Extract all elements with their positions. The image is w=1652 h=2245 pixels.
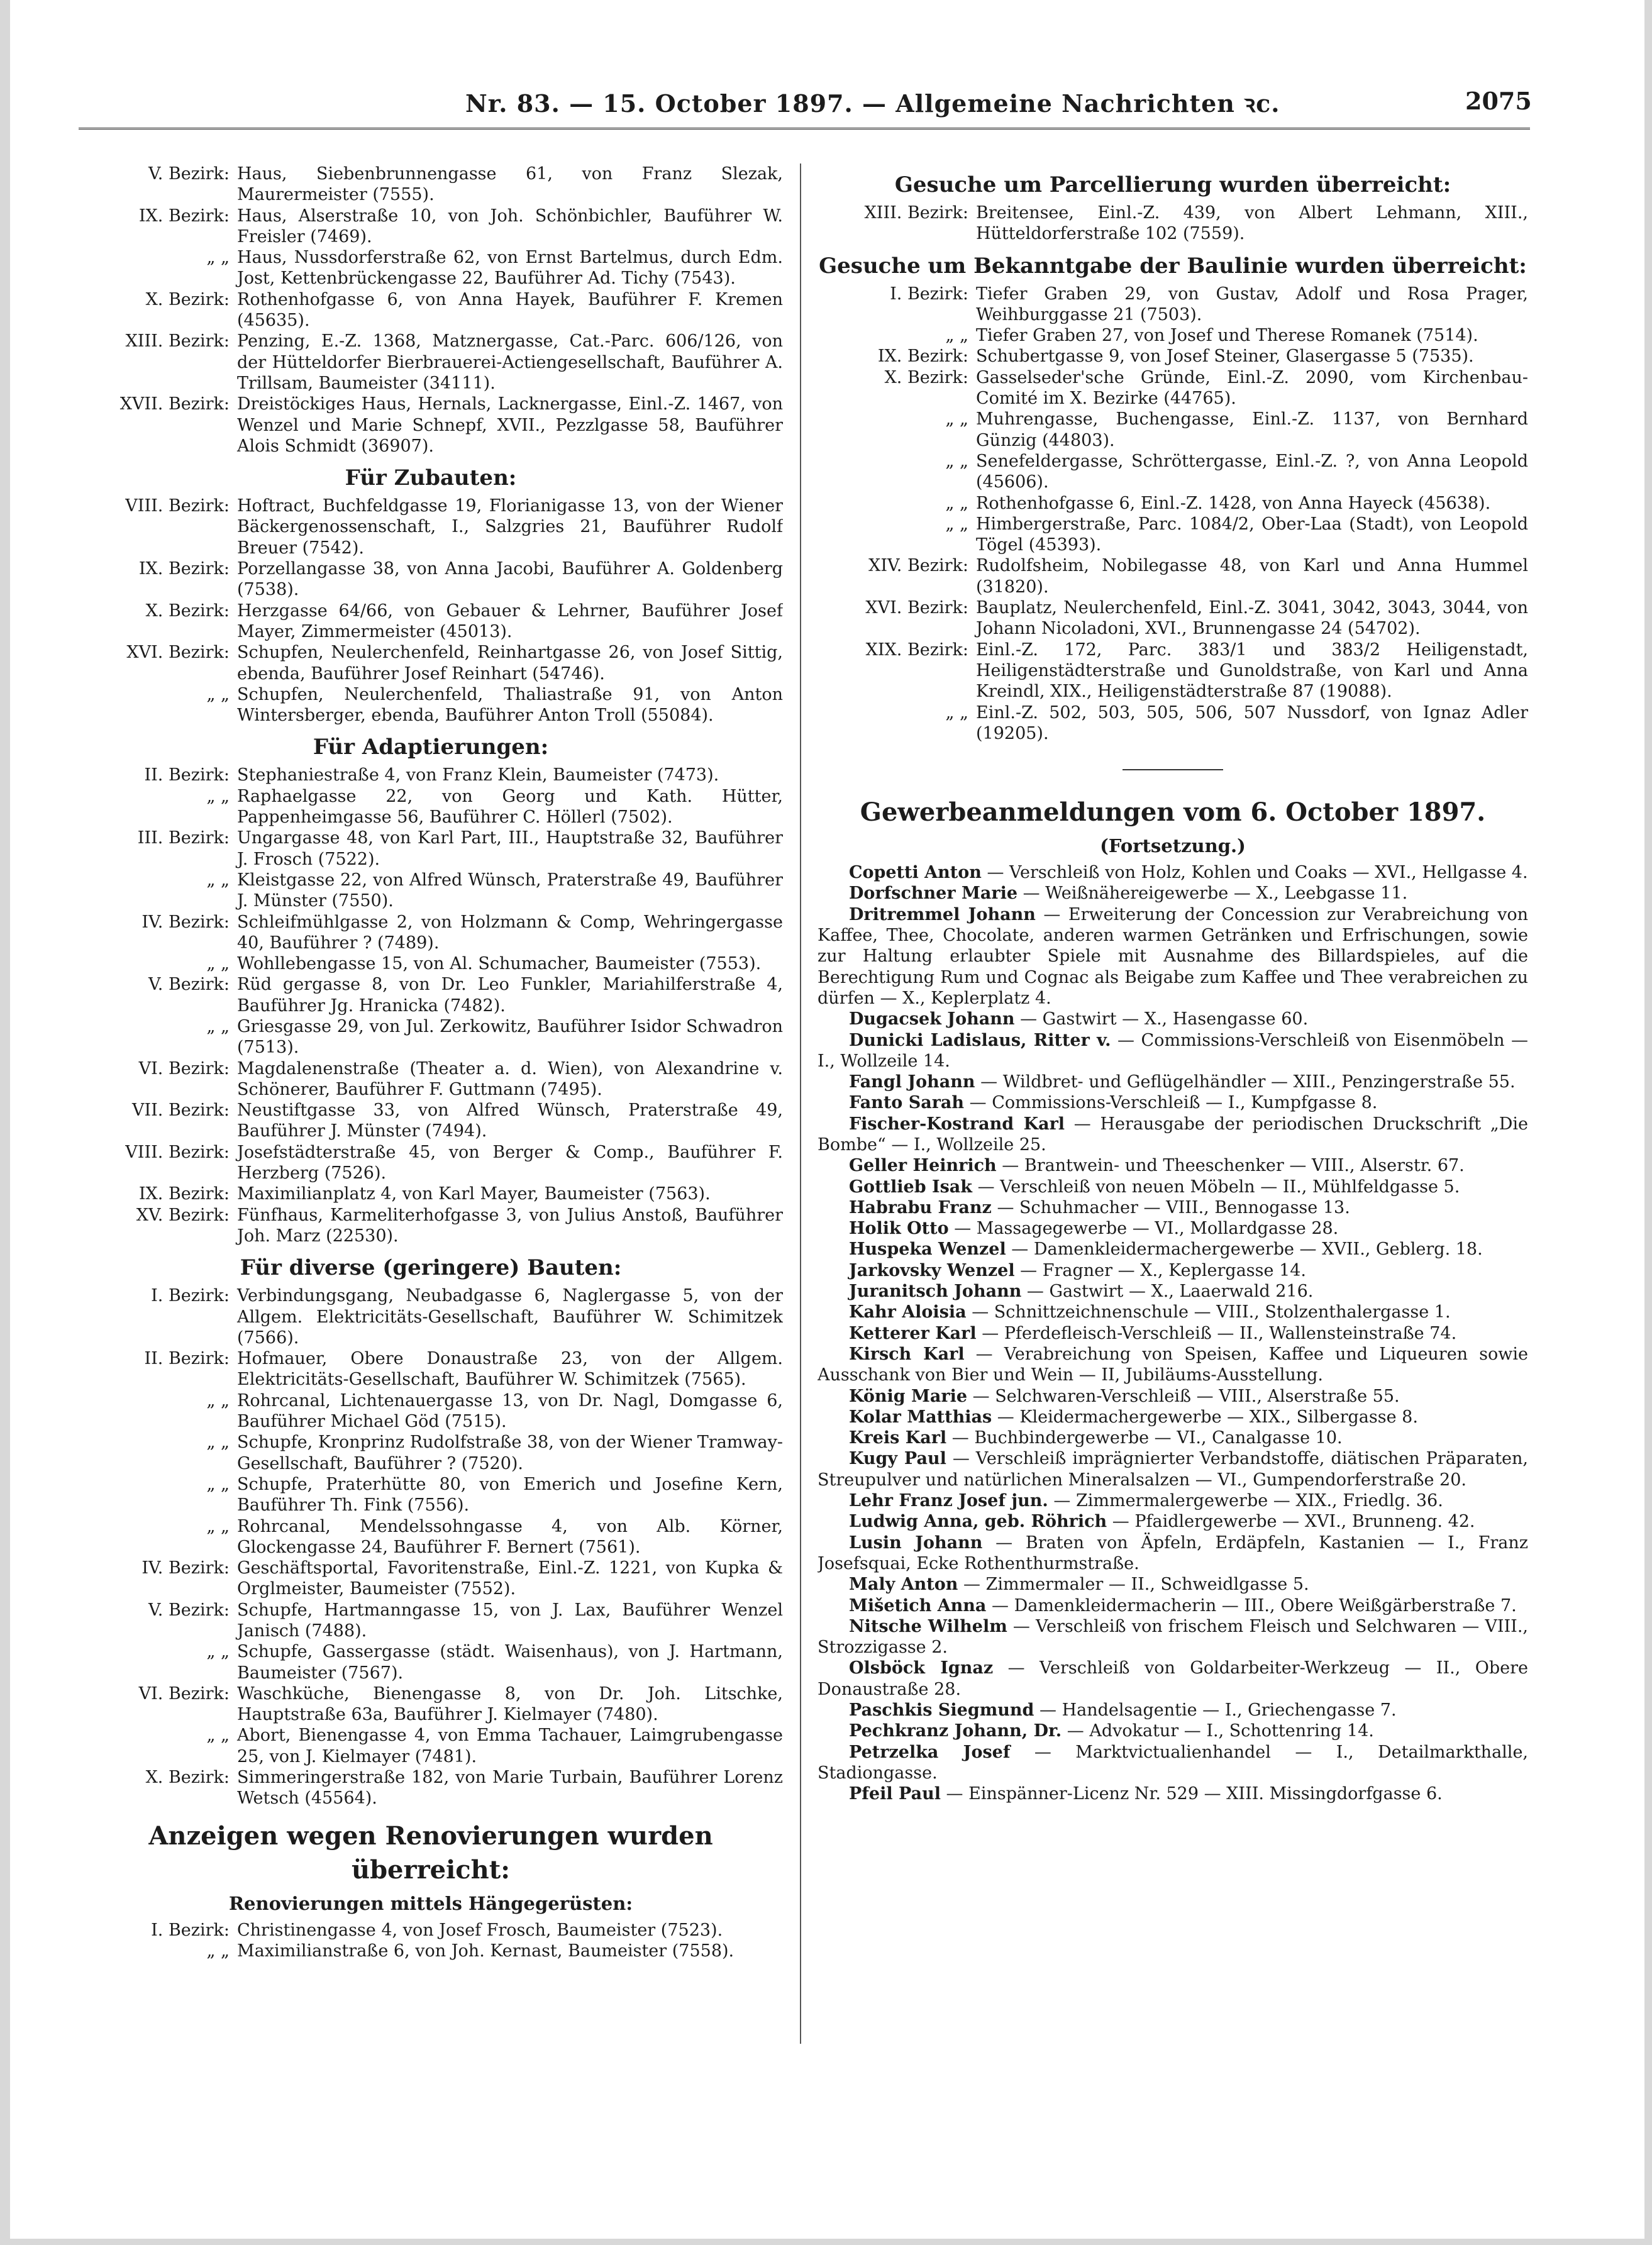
entry-text: — Pfaidlergewerbe — XVI., Brunneng. 42. [1107, 1512, 1475, 1532]
list-item [79, 558, 783, 601]
district-label: V. Bezirk: [148, 1600, 230, 1620]
entry-text: Muhrengasse, Buchengasse, Einl.-Z. 1137, von Bernhard Günzig (44803). [976, 409, 1528, 450]
entry-text: Neustiftgasse 33, von Alfred Wünsch, Praterstraße 49, Bauführer J. Münster (7494). [237, 1100, 783, 1141]
entry-text: — Zimmermalergewerbe — XIX., Friedlg. 36. [1048, 1491, 1443, 1511]
list-item [818, 284, 1528, 326]
section-subtitle: (Fortsetzung.) [1100, 835, 1246, 857]
list-item [818, 325, 1528, 346]
entry-text: — Zimmermaler — II., Schweidlgasse 5. [958, 1575, 1309, 1595]
entry-text: Rüd gergasse 8, von Dr. Leo Funkler, Mariahilferstraße 4, Bauführer Jg. Hranicka (7482). [237, 975, 783, 1016]
entry-text: — Braten von Äpfeln, Erdäpfeln, Kastanien — I., Franz Josefsquai, Ecke Rothenthurmstraße. [818, 1533, 1528, 1573]
entry-name: Olsböck Ignaz [849, 1658, 994, 1678]
entry-name: Gottlieb Isak [849, 1177, 973, 1197]
list-item [818, 1155, 1528, 1176]
entry-text: — Kleidermachergewerbe — XIX., Silbergasse 8. [992, 1407, 1418, 1427]
section-title: Für Zubauten: [345, 465, 517, 491]
list-item [79, 331, 783, 394]
entry-text: Maximilianplatz 4, von Karl Mayer, Baumeister (7563). [237, 1184, 711, 1204]
entry-name: Kahr Aloisia [849, 1302, 967, 1322]
entry-name: Nitsche Wilhelm [849, 1616, 1007, 1636]
district-label: VII. Bezirk: [131, 1100, 230, 1121]
entry-text: Maximilianstraße 6, von Joh. Kernast, Baumeister (7558). [237, 1941, 735, 1961]
entry-text: — Verschleiß von neuen Möbeln — II., Mühlfeldgasse 5. [972, 1177, 1460, 1197]
district-label: IV. Bezirk: [141, 912, 230, 932]
entry-text: Dreistöckiges Haus, Hernals, Lacknergasse, Einl.-Z. 1467, von Wenzel und Marie Schnepf, XVII., Pezzlgasse 58, Bauführer Alois Schmidt (36907). [237, 394, 783, 456]
list-item [79, 1516, 783, 1558]
list-item [818, 1448, 1528, 1490]
entry-name: Kolar Matthias [849, 1407, 992, 1427]
district-label: XVI. Bezirk: [865, 598, 968, 618]
entry-text: Fünfhaus, Karmeliterhofgasse 3, von Julius Anstoß, Bauführer Joh. Marz (22530). [237, 1205, 783, 1246]
entry-text: — Erweiterung der Concession zur Verabreichung von Kaffee, Thee, Chocolate, anderen warmen Getränken und Erfrischungen, sowie zur Haltung erlaubter Spiele mit Ausnahme des Billardspieles, auf die Berechtigung Rum und Cognac als Beigabe zum Kaffee und Thee verabreichen zu dürfen — X., Keplerplatz 4. [818, 904, 1528, 1008]
list-item [79, 765, 783, 785]
list-item [818, 555, 1528, 597]
list-item [79, 1100, 783, 1142]
entry-text: — Verschleiß von Goldarbeiter-Werkzeug — II., Obere Donaustraße 28. [818, 1658, 1528, 1699]
district-label: „ „ [206, 1016, 230, 1036]
right-column [818, 164, 1528, 2094]
list-item [79, 684, 783, 726]
section [818, 252, 1528, 745]
list-item [79, 1941, 783, 1961]
entry-name: Fangl Johann [849, 1072, 975, 1092]
district-label: „ „ [206, 1390, 230, 1411]
list-item [79, 1142, 783, 1184]
district-label: „ „ [945, 451, 968, 471]
entry-text: Hoftract, Buchfeldgasse 19, Florianigasse 13, von der Wiener Bäckergenossenschaft, I., Salzgries 21, Bauführer Rudolf Breuer (7542). [237, 496, 783, 558]
list-item [79, 1390, 783, 1433]
district-label: IX. Bezirk: [138, 559, 230, 579]
entry-text: — Damenkleidermacherin — III., Obere Weißgärberstraße 7. [986, 1595, 1517, 1616]
district-label: „ „ [945, 702, 968, 723]
list-item [818, 1742, 1528, 1784]
entry-text: Himbergerstraße, Parc. 1084/2, Ober-Laa (Stadt), von Leopold Tögel (45393). [976, 514, 1528, 555]
entry-text: Schupfen, Neulerchenfeld, Thaliastraße 91, von Anton Wintersberger, ebenda, Bauführer Anton Troll (55084). [237, 684, 783, 726]
list-item [818, 1407, 1528, 1427]
section-title: Gesuche um Bekanntgabe der Baulinie wurden überreicht: [819, 253, 1527, 279]
list-item [79, 912, 783, 954]
entry-text: Geschäftsportal, Favoritenstraße, Einl.-Z. 1221, von Kupka & Orglmeister, Baumeister (7552). [237, 1558, 783, 1599]
list-item [79, 1183, 783, 1204]
entry-text: Magdalenenstraße (Theater a. d. Wien), von Alexandrine v. Schönerer, Bauführer F. Guttmann (7495). [237, 1058, 783, 1099]
entry-text: Tiefer Graben 27, von Josef und Therese Romanek (7514). [976, 326, 1478, 346]
list-item [818, 451, 1528, 493]
entry-name: Kirsch Karl [849, 1344, 965, 1364]
entry-text: Raphaelgasse 22, von Georg und Kath. Hütter, Pappenheimgasse 56, Bauführer C. Höllerl (7502). [237, 786, 783, 828]
district-label: X. Bezirk: [145, 601, 230, 621]
list-item [79, 1600, 783, 1642]
list-item [818, 883, 1528, 904]
entry-name: Huspeka Wenzel [849, 1239, 1006, 1260]
entry-text: Schupfe, Praterhütte 80, von Emerich und Josefine Kern, Bauführer Th. Fink (7556). [237, 1474, 783, 1516]
list-item [79, 953, 783, 974]
entry-text: Waschküche, Bienengasse 8, von Dr. Joh. Litschke, Hauptstraße 63a, Bauführer J. Kielmayer (7480). [237, 1683, 783, 1725]
entry-text: — Damenkleidermachergewerbe — XVII., Geblerg. 18. [1006, 1239, 1483, 1260]
entry-name: Paschkis Siegmund [849, 1700, 1034, 1720]
district-label: I. Bezirk: [890, 284, 968, 304]
district-label: XV. Bezirk: [136, 1205, 230, 1225]
list-item [79, 164, 783, 206]
entry-text: Schupfen, Neulerchenfeld, Reinhartgasse 26, von Josef Sittig, ebenda, Bauführer Josef Reinhart (54746). [237, 643, 783, 684]
entry-name: Maly Anton [849, 1575, 958, 1595]
header-title: Nr. 83. — 15. October 1897. — Allgemeine Nachrichten ꝛc. [465, 89, 1280, 118]
list-item [818, 702, 1528, 745]
header-rule [79, 128, 1530, 130]
district-label: X. Bezirk: [145, 1768, 230, 1788]
list-item [818, 1114, 1528, 1156]
entry-text: Schupfe, Gassergasse (städt. Waisenhaus), von J. Hartmann, Baumeister (7567). [237, 1642, 783, 1683]
section-title: Gesuche um Parcellierung wurden überreicht: [894, 172, 1451, 197]
district-label: „ „ [945, 326, 968, 346]
entry-text: Abort, Bienengasse 4, von Emma Tachauer, Laimgrubengasse 25, von J. Kielmayer (7481). [237, 1726, 783, 1766]
list-item [818, 493, 1528, 514]
entry-text: Rohrcanal, Lichtenauergasse 13, von Dr. Nagl, Domgasse 6, Bauführer Michael Göd (7515). [237, 1390, 783, 1432]
entry-text: — Gastwirt — X., Hasengasse 60. [1014, 1009, 1309, 1029]
entry-name: Ketterer Karl [849, 1323, 977, 1343]
list-item [79, 1683, 783, 1726]
district-label: „ „ [206, 954, 230, 974]
district-label: XVI. Bezirk: [126, 643, 230, 663]
entry-text: — Verschleiß imprägnierter Verbandstoffe, diätischen Präparaten, Streupulver und natürlichen Mineralsalzen — VI., Gumpendorferstraße 20. [818, 1449, 1528, 1490]
district-label: IX. Bezirk: [138, 1184, 230, 1204]
list-item [818, 1783, 1528, 1804]
list-item [79, 1432, 783, 1474]
column-divider [800, 164, 801, 2044]
entry-name: Holik Otto [849, 1219, 949, 1239]
entry-text: — Brantwein- und Theeschenker — VIII., Alserstr. 67. [996, 1156, 1465, 1176]
entry-text: Wohllebengasse 15, von Al. Schumacher, Baumeister (7553). [237, 954, 762, 974]
list-item [79, 496, 783, 558]
section-title: Gewerbeanmeldungen vom 6. October 1897. [860, 797, 1486, 828]
list-item [818, 1260, 1528, 1281]
entry-name: Petrzelka Josef [849, 1742, 1011, 1762]
entry-text: — Einspänner-Licenz Nr. 529 — XIII. Missingdorfgasse 6. [940, 1784, 1443, 1804]
district-label: VI. Bezirk: [138, 1683, 230, 1704]
list-item [818, 640, 1528, 702]
entry-text: — Weißnähereigewerbe — X., Leebgasse 11. [1017, 884, 1408, 904]
list-item [79, 601, 783, 643]
district-label: „ „ [206, 786, 230, 806]
entry-text: Schupfe, Kronprinz Rudolfstraße 38, von der Wiener Tramway-Gesellschaft, Bauführer ? (7520). [237, 1433, 783, 1473]
entry-text: Schupfe, Hartmanngasse 15, von J. Lax, Bauführer Wenzel Janisch (7488). [237, 1600, 783, 1641]
entry-text: — Fragner — X., Keplergasse 14. [1014, 1260, 1307, 1280]
list-item [79, 289, 783, 331]
district-label: III. Bezirk: [137, 828, 230, 848]
section [79, 1254, 783, 1809]
entry-text: — Verschleiß von frischem Fleisch und Selchwaren — VIII., Strozzigasse 2. [818, 1616, 1528, 1658]
list-item [79, 1474, 783, 1516]
list-item [818, 1721, 1528, 1741]
list-item [79, 1016, 783, 1058]
list-item [818, 1092, 1528, 1113]
list-item [818, 346, 1528, 367]
entry-text: Hofmauer, Obere Donaustraße 23, von der Allgem. Elektricitäts-Gesellschaft, Bauführer W. Schimitzek (7565). [237, 1349, 783, 1390]
entry-text: Simmeringerstraße 182, von Marie Turbain, Bauführer Lorenz Wetsch (45564). [237, 1768, 783, 1809]
entry-name: Kreis Karl [849, 1428, 947, 1448]
entry-text: Stephaniestraße 4, von Franz Klein, Baumeister (7473). [237, 765, 719, 785]
district-label: I. Bezirk: [151, 1286, 230, 1306]
district-label: „ „ [206, 1642, 230, 1662]
list-item [818, 1511, 1528, 1532]
list-item [818, 1574, 1528, 1595]
district-label: „ „ [206, 1726, 230, 1746]
district-label: VIII. Bezirk: [125, 1142, 230, 1162]
list-item [79, 1285, 783, 1348]
entry-text: Rudolfsheim, Nobilegasse 48, von Karl und Anna Hummel (31820). [976, 556, 1528, 597]
district-label: I. Bezirk: [151, 1920, 230, 1940]
entry-text: — Commissions-Verschleiß von Eisenmöbeln — I., Wollzeile 14. [818, 1030, 1528, 1071]
scan-border-left [0, 0, 10, 2245]
entry-name: Pechkranz Johann, Dr. [849, 1721, 1062, 1741]
list-item [818, 1616, 1528, 1658]
district-label: „ „ [945, 514, 968, 534]
list-item [818, 1218, 1528, 1239]
district-label: IX. Bezirk: [877, 346, 968, 367]
scan-border-bottom [0, 2239, 1652, 2245]
entry-name: Fanto Sarah [849, 1093, 965, 1113]
entry-name: Habrabu Franz [849, 1197, 992, 1217]
list-item [818, 367, 1528, 409]
entry-text: Schleifmühlgasse 2, von Holzmann & Comp, Wehringergasse 40, Bauführer ? (7489). [237, 912, 783, 953]
list-item [79, 870, 783, 912]
entry-text: — Massagegewerbe — VI., Mollardgasse 28. [948, 1219, 1339, 1239]
list-item [818, 1197, 1528, 1218]
list-item [818, 1427, 1528, 1448]
list-item [79, 974, 783, 1016]
entry-text: Senefeldergasse, Schröttergasse, Einl.-Z. ?, von Anna Leopold (45606). [976, 451, 1528, 492]
entry-text: Griesgasse 29, von Jul. Zerkowitz, Bauführer Isidor Schwadron (7513). [237, 1016, 783, 1058]
left-column [79, 164, 783, 2094]
section [79, 464, 783, 726]
district-label: „ „ [206, 1474, 230, 1494]
district-label: XIX. Bezirk: [865, 640, 968, 660]
entry-text: Kleistgasse 22, von Alfred Wünsch, Praterstraße 49, Bauführer J. Münster (7550). [237, 870, 783, 911]
entry-text: Porzellangasse 38, von Anna Jacobi, Bauführer A. Goldenberg (7538). [237, 559, 783, 600]
list-item [79, 1058, 783, 1100]
list-item [79, 1641, 783, 1683]
entry-name: Pfeil Paul [849, 1784, 941, 1804]
list-item [79, 1725, 783, 1767]
district-label: „ „ [945, 409, 968, 430]
entry-text: Rothenhofgasse 6, Einl.-Z. 1428, von Anna Hayeck (45638). [976, 493, 1491, 513]
list-item [818, 1302, 1528, 1322]
entry-text: Tiefer Graben 29, von Gustav, Adolf und Rosa Prager, Weihburggasse 21 (7503). [976, 284, 1528, 324]
list-item [818, 1177, 1528, 1197]
entry-text: Penzing, E.-Z. 1368, Matznergasse, Cat.-Parc. 606/126, von der Hütteldorfer Bierbrauerei-Actiengesellschaft, Bauführer A. Trillsam, Baumeister (34111). [237, 331, 783, 393]
district-label: X. Bezirk: [884, 367, 968, 387]
entry-name: Lusin Johann [849, 1533, 983, 1553]
district-label: X. Bezirk: [145, 289, 230, 309]
entry-name: Ludwig Anna, geb. Röhrich [849, 1512, 1107, 1532]
list-item [818, 1344, 1528, 1386]
entry-text: Josefstädterstraße 45, von Berger & Comp., Bauführer F. Herzberg (7526). [237, 1142, 783, 1183]
entry-text: — Verschleiß von Holz, Kohlen und Coaks — XVI., Hellgasse 4. [981, 863, 1528, 883]
district-label: IX. Bezirk: [138, 206, 230, 226]
list-item [818, 1072, 1528, 1092]
section-title: Für Adaptierungen: [313, 734, 549, 760]
entry-text: — Schuhmacher — VIII., Bennogasse 13. [991, 1197, 1350, 1217]
list-item [79, 1558, 783, 1600]
entry-text: Bauplatz, Neulerchenfeld, Einl.-Z. 3041, 3042, 3043, 3044, von Johann Nicoladoni, XVI., Brunnengasse 24 (54702). [976, 598, 1528, 639]
entry-text: Haus, Alserstraße 10, von Joh. Schönbichler, Bauführer W. Freisler (7469). [237, 206, 783, 247]
district-label: XVII. Bezirk: [119, 394, 230, 414]
entry-name: Mišetich Anna [849, 1595, 987, 1616]
district-label: VI. Bezirk: [138, 1058, 230, 1078]
section [79, 1819, 783, 1962]
page-number: 2075 [1465, 87, 1532, 115]
entry-name: Juranitsch Johann [849, 1282, 1022, 1302]
district-label: V. Bezirk: [148, 975, 230, 995]
list-item [818, 1595, 1528, 1616]
list-item [818, 1386, 1528, 1407]
district-label: „ „ [206, 1516, 230, 1536]
district-label: „ „ [945, 493, 968, 513]
list-item [79, 642, 783, 684]
entry-text: Christinengasse 4, von Josef Frosch, Baumeister (7523). [237, 1920, 723, 1940]
entry-text: — Schnittzeichnenschule — VIII., Stolzenthalergasse 1. [966, 1302, 1451, 1322]
entry-name: Dunicki Ladislaus, Ritter v. [849, 1030, 1111, 1050]
entry-text: — Handelsagentie — I., Griechengasse 7. [1034, 1700, 1397, 1720]
entry-name: Dritremmel Johann [849, 904, 1036, 924]
section-subtitle: Renovierungen mittels Hängegerüsten: [228, 1892, 633, 1914]
entry-text: Ungargasse 48, von Karl Part, III., Hauptstraße 32, Bauführer J. Frosch (7522). [237, 828, 783, 869]
entry-text: — Commissions-Verschleiß — I., Kumpfgasse 8. [964, 1093, 1378, 1113]
page-header [0, 68, 1652, 137]
district-label: XIV. Bezirk: [868, 556, 968, 576]
list-item [818, 1030, 1528, 1072]
entry-name: Dorfschner Marie [849, 884, 1018, 904]
entry-text: Breitensee, Einl.-Z. 439, von Albert Lehmann, XIII., Hütteldorferstraße 102 (7559). [976, 203, 1528, 244]
list-item [818, 1281, 1528, 1302]
entry-text: Haus, Nussdorferstraße 62, von Ernst Bartelmus, durch Edm. Jost, Kettenbrückengasse 22, Bauführer Ad. Tichy (7543). [237, 248, 783, 289]
entry-text: — Advokatur — I., Schottenring 14. [1062, 1721, 1374, 1741]
section-title: Anzeigen wegen Renovierungen wurden überreicht: [148, 1821, 713, 1885]
district-label: „ „ [206, 684, 230, 704]
entry-text: Einl.-Z. 172, Parc. 383/1 und 383/2 Heiligenstadt, Heiligenstädterstraße und Gunoldstraße, von Karl und Anna Kreindl, XIX., Heiligenstädterstraße 87 (19088). [976, 640, 1528, 702]
list-item [79, 394, 783, 457]
entry-text: Herzgasse 64/66, von Gebauer & Lehrner, Bauführer Josef Mayer, Zimmermeister (45013). [237, 601, 783, 641]
list-item [79, 1767, 783, 1809]
list-item [79, 1920, 783, 1941]
entry-name: Fischer-Kostrand Karl [849, 1114, 1065, 1134]
gewerbe-section [818, 795, 1528, 1804]
entry-text: Rohrcanal, Mendelssohngasse 4, von Alb. Körner, Glockengasse 24, Bauführer F. Bernert (7561). [237, 1516, 783, 1557]
district-label: „ „ [206, 1941, 230, 1961]
district-label: IV. Bezirk: [141, 1558, 230, 1578]
district-label: XIII. Bezirk: [125, 331, 230, 352]
section [79, 164, 783, 457]
list-item [818, 514, 1528, 556]
list-item [818, 1533, 1528, 1575]
list-item [818, 904, 1528, 1009]
list-item [79, 786, 783, 828]
list-item [818, 597, 1528, 640]
list-item [818, 1700, 1528, 1721]
entry-name: Kugy Paul [849, 1449, 946, 1469]
list-item [79, 828, 783, 870]
entry-name: König Marie [849, 1386, 968, 1406]
district-label: XIII. Bezirk: [864, 203, 968, 223]
entry-text: — Selchwaren-Verschleiß — VIII., Alserstraße 55. [967, 1386, 1400, 1406]
list-item [818, 1490, 1528, 1511]
list-item [818, 202, 1528, 245]
district-label: VIII. Bezirk: [125, 496, 230, 516]
entry-text: — Gastwirt — X., Laaerwald 216. [1021, 1282, 1314, 1302]
list-item [79, 1205, 783, 1247]
entry-text: Einl.-Z. 502, 503, 505, 506, 507 Nussdorf, von Ignaz Adler (19205). [976, 702, 1528, 743]
entry-text: Haus, Siebenbrunnengasse 61, von Franz Slezak, Maurermeister (7555). [237, 164, 783, 205]
entry-name: Lehr Franz Josef jun. [849, 1491, 1048, 1511]
entry-name: Jarkovsky Wenzel [849, 1260, 1015, 1280]
list-item [818, 409, 1528, 451]
entry-text: — Verabreichung von Speisen, Kaffee und Liqueuren sowie Ausschank von Bier und Wein — II, Jubiläums-Ausstellung. [818, 1344, 1528, 1385]
entry-text: Gasselseder'sche Gründe, Einl.-Z. 2090, vom Kirchenbau-Comité im X. Bezirke (44765). [976, 367, 1528, 409]
list-item [818, 1239, 1528, 1260]
section-title: Für diverse (geringere) Bauten: [240, 1255, 622, 1281]
entry-text: Rothenhofgasse 6, von Anna Hayek, Bauführer F. Kremen (45635). [237, 289, 783, 331]
scan-border-right [1644, 0, 1652, 2245]
section [818, 171, 1528, 245]
entry-text: — Wildbret- und Geflügelhändler — XIII., Penzingerstraße 55. [975, 1072, 1516, 1092]
entry-name: Dugacsek Johann [849, 1009, 1015, 1029]
section-separator [1123, 769, 1223, 770]
district-label: „ „ [206, 1433, 230, 1453]
entry-text: — Herausgabe der periodischen Druckschrift „Die Bombe“ — I., Wollzeile 25. [818, 1114, 1528, 1155]
district-label: „ „ [206, 870, 230, 890]
district-label: II. Bezirk: [144, 1349, 230, 1369]
list-item [818, 1009, 1528, 1029]
entry-text: Verbindungsgang, Neubadgasse 6, Naglergasse 5, von der Allgem. Elektricitäts-Gesellschaft, Bauführer W. Schimitzek (7566). [237, 1286, 783, 1348]
list-item [818, 1323, 1528, 1344]
entry-text: — Marktvictualienhandel — I., Detailmarkthalle, Stadiongasse. [818, 1742, 1528, 1783]
entry-name: Copetti Anton [849, 863, 982, 883]
section [79, 733, 783, 1246]
district-label: II. Bezirk: [144, 765, 230, 785]
district-label: „ „ [206, 248, 230, 268]
entry-text: Schubertgasse 9, von Josef Steiner, Glasergasse 5 (7535). [976, 346, 1474, 367]
list-item [818, 862, 1528, 883]
list-item [79, 206, 783, 248]
entry-name: Geller Heinrich [849, 1156, 997, 1176]
list-item [79, 1348, 783, 1390]
entry-text: — Buchbindergewerbe — VI., Canalgasse 10. [946, 1428, 1343, 1448]
list-item [79, 247, 783, 289]
district-label: V. Bezirk: [148, 164, 230, 184]
list-item [818, 1658, 1528, 1700]
entry-text: — Pferdefleisch-Verschleiß — II., Wallensteinstraße 74. [976, 1323, 1457, 1343]
